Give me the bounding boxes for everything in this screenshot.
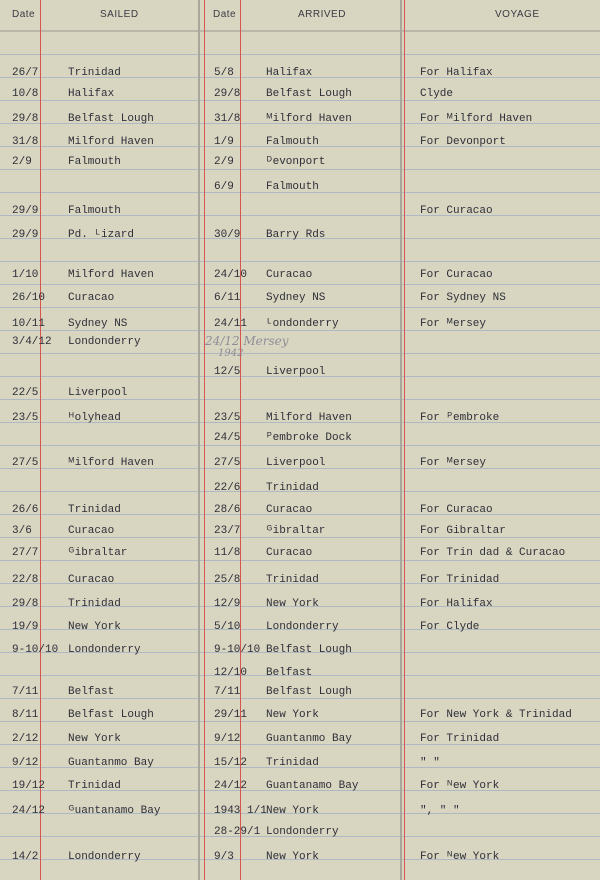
arrived-port: Guantanamo Bay [266,780,359,792]
arrived-date: 12/9 [214,598,241,610]
arrived-date: 2/9 [214,156,234,168]
arrived-date: 31/8 [214,113,241,125]
arrived-date: 11/8 [214,547,241,559]
sailed-port: Sydney NS [68,318,128,330]
sailed-date: 24/12 [12,805,46,817]
arrived-date: 24/5 [214,432,241,444]
voyage-destination: For ᴹersey [420,457,487,469]
sailed-port: ᴴolyhead [68,412,121,424]
arrived-date: 7/11 [214,686,241,698]
handwritten-struck-entry: 24/12 Mersey [205,334,289,348]
arrived-port: Curacao [266,269,313,281]
arrived-date: 29/8 [214,88,241,100]
arrived-port: Liverpool [266,457,326,469]
arrived-date: 12/5 [214,366,241,378]
voyage-destination: For ᴹilford Haven [420,113,533,125]
sailed-date: 7/11 [12,686,39,698]
sailed-date: 27/7 [12,547,39,559]
arrived-date: 22/6 [214,482,241,494]
voyage-destination: For ᴹersey [420,318,487,330]
sailed-port: Trinidad [68,780,121,792]
arrived-port: Falmouth [266,181,319,193]
arrived-port: ᴾembroke Dock [266,432,352,444]
sailed-port: Curacao [68,292,115,304]
arrived-date: 23/7 [214,525,241,537]
column-divider [198,0,200,880]
arrived-date: 27/5 [214,457,241,469]
arrived-date: 6/11 [214,292,241,304]
arrived-date: 6/9 [214,181,234,193]
sailed-port: Pd. ᴸizard [68,229,135,241]
sailed-date: 10/8 [12,88,39,100]
arrived-port: Falmouth [266,136,319,148]
arrived-date: 24/10 [214,269,248,281]
sailed-date: 29/8 [12,598,39,610]
sailed-port: Belfast Lough [68,709,154,721]
sailed-date: 29/9 [12,229,39,241]
arrived-port: Londonderry [266,826,339,838]
sailed-port: Milford Haven [68,269,154,281]
arrived-port: ᴳibraltar [266,525,326,537]
arrived-date: 1943 1/1 [214,805,267,817]
sailed-port: Trinidad [68,67,121,79]
sailed-date: 29/9 [12,205,39,217]
arrived-port: Trinidad [266,574,319,586]
arrived-date: 29/11 [214,709,248,721]
sailed-date: 19/12 [12,780,46,792]
sailed-port: Trinidad [68,598,121,610]
arrived-date: 24/12 [214,780,248,792]
arrived-date: 15/12 [214,757,248,769]
arrived-port: Liverpool [266,366,326,378]
sailed-date: 10/11 [12,318,46,330]
arrived-date: 12/10 [214,667,248,679]
sailed-date: 29/8 [12,113,39,125]
sailed-date: 27/5 [12,457,39,469]
sailed-date: 2/12 [12,733,39,745]
voyage-destination: For Trinidad [420,733,500,745]
sailed-date: 22/8 [12,574,39,586]
sailed-date: 2/9 [12,156,32,168]
arrived-port: Londonderry [266,621,339,633]
arrived-date: 9/12 [214,733,241,745]
arrived-port: ᴹilford Haven [266,113,352,125]
sailed-date: 9-10/10 [12,644,59,656]
handwritten-year-note: 1942 [218,348,244,359]
voyage-destination: For Trin dad & Curacao [420,547,566,559]
sailed-port: Halifax [68,88,115,100]
sailed-date: 1/10 [12,269,39,281]
sailed-date: 23/5 [12,412,39,424]
arrived-port: ᴰevonport [266,156,326,168]
voyage-destination: For Curacao [420,504,493,516]
voyage-destination: For Halifax [420,598,493,610]
margin-line [40,0,41,880]
arrived-port: ᴸondonderry [266,318,339,330]
arrived-port: Halifax [266,67,313,79]
sailed-port: ᴳibraltar [68,547,128,559]
arrived-date: 30/9 [214,229,241,241]
table-header [0,0,600,32]
sailed-date: 22/5 [12,387,39,399]
sailed-date: 9/12 [12,757,39,769]
sailed-date: 3/4/12 [12,336,52,348]
arrived-date: 28-29/1 [214,826,261,838]
sailed-port: Belfast Lough [68,113,154,125]
arrived-date: 28/6 [214,504,241,516]
sailed-port: Guantanmo Bay [68,757,154,769]
arrived-port: Belfast Lough [266,686,352,698]
arrived-date: 1/9 [214,136,234,148]
arrived-date: 25/8 [214,574,241,586]
sailed-port: Londonderry [68,336,141,348]
arrived-date: 9-10/10 [214,644,261,656]
arrived-date: 5/10 [214,621,241,633]
voyage-destination: " " [420,757,440,769]
voyage-destination: For Sydney NS [420,292,506,304]
voyage-destination: ", " " [420,805,460,817]
header-date-arrived: Date [213,9,237,20]
voyage-destination: Clyde [420,88,454,100]
sailed-port: Londonderry [68,851,141,863]
sailed-date: 3/6 [12,525,32,537]
voyage-destination: For New York & Trinidad [420,709,572,721]
arrived-port: New York [266,598,319,610]
sailed-port: Liverpool [68,387,128,399]
sailed-port: Trinidad [68,504,121,516]
arrived-port: Belfast Lough [266,88,352,100]
voyage-destination: For Clyde [420,621,480,633]
sailed-date: 26/6 [12,504,39,516]
voyage-destination: For ᴾembroke [420,412,500,424]
voyage-destination: For ᴺew York [420,851,500,863]
sailed-port: ᴹilford Haven [68,457,154,469]
margin-line [204,0,205,880]
sailed-port: Londonderry [68,644,141,656]
sailed-port: Curacao [68,525,115,537]
voyage-destination: For Devonport [420,136,506,148]
arrived-date: 24/11 [214,318,248,330]
arrived-port: Trinidad [266,482,319,494]
header-voyage: VOYAGE [495,9,540,20]
arrived-port: Trinidad [266,757,319,769]
arrived-date: 9/3 [214,851,234,863]
arrived-port: New York [266,805,319,817]
column-divider [400,0,402,880]
voyage-destination: For Gibraltar [420,525,506,537]
sailed-date: 14/2 [12,851,39,863]
sailed-port: Curacao [68,574,115,586]
sailed-date: 26/10 [12,292,46,304]
voyage-destination: For ᴺew York [420,780,500,792]
header-sailed: SAILED [100,9,139,20]
arrived-date: 5/8 [214,67,234,79]
arrived-port: Sydney NS [266,292,326,304]
sailed-date: 8/11 [12,709,39,721]
voyage-destination: For Curacao [420,205,493,217]
arrived-port: Guantanmo Bay [266,733,352,745]
arrived-port: Belfast Lough [266,644,352,656]
arrived-port: Curacao [266,504,313,516]
arrived-date: 23/5 [214,412,241,424]
arrived-port: New York [266,851,319,863]
arrived-port: Curacao [266,547,313,559]
arrived-port: Milford Haven [266,412,352,424]
header-date-sailed: Date [12,9,36,20]
sailed-port: New York [68,621,121,633]
sailed-port: Falmouth [68,205,121,217]
header-arrived: ARRIVED [298,9,346,20]
sailed-port: Milford Haven [68,136,154,148]
sailed-port: Falmouth [68,156,121,168]
voyage-destination: For Halifax [420,67,493,79]
arrived-port: New York [266,709,319,721]
sailed-date: 26/7 [12,67,39,79]
margin-line [404,0,405,880]
sailed-date: 31/8 [12,136,39,148]
sailed-port: New York [68,733,121,745]
sailed-port: Belfast [68,686,115,698]
sailed-port: ᴳuantanamo Bay [68,805,161,817]
arrived-port: Barry Rds [266,229,326,241]
voyage-destination: For Curacao [420,269,493,281]
sailed-date: 19/9 [12,621,39,633]
voyage-destination: For Trinidad [420,574,500,586]
arrived-port: Belfast [266,667,313,679]
